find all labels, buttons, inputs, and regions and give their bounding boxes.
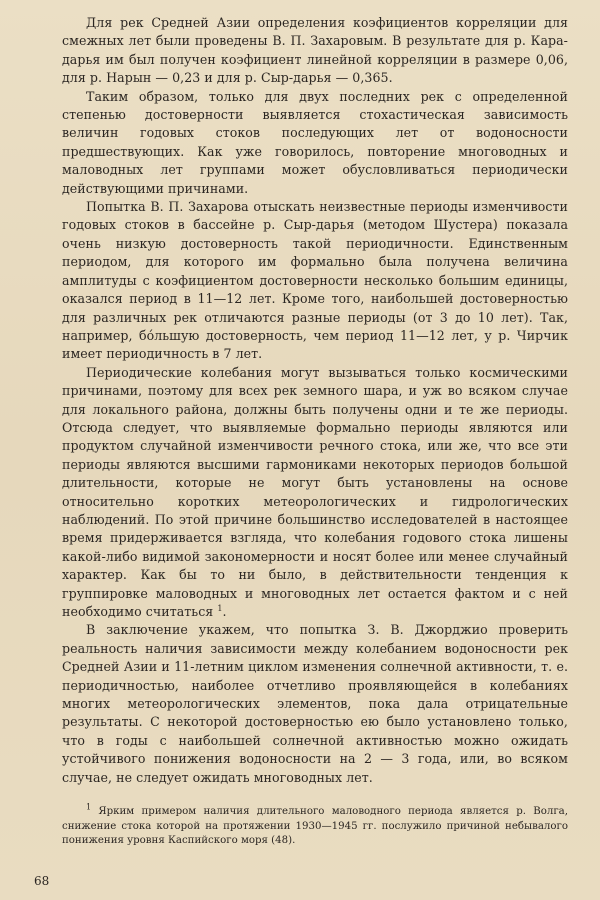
footnote-text: Ярким примером наличия длительного маловодного периода является р. Волга, снижение стока которой на протяжении 1930—1945 гг. послужило причиной небывалого понижения уровня Каспийского моря (48). (62, 806, 568, 847)
page-number: 68 (34, 874, 50, 888)
paragraph-5: В заключение укажем, что попытка З. В. Джорджио проверить реальность наличия зависимости между колебанием водоносности рек Средней Азии и 11-летним циклом изменения солнечной активности, т. е. периодичностью, наиболее отчетливо проявляющейся в колебаниях многих метеорологических элементов, пока дала отрицательные результаты. С некоторой достоверностью ею было установлено только, что в годы с наибольшей солнечной активностью можно ожидать устойчивого понижения водоносности на 2 — 3 года, или, во всяком случае, не следует ожидать многоводных лет. (62, 622, 568, 785)
paragraph-1: Для рек Средней Азии определения коэфициентов корреляции для смежных лет были проведены В. П. Захаровым. В результате для р. Кара-дарья им был получен коэфициент линейной корреляции в размере 0,06, для р. Нарын — 0,23 и для р. Сыр-дарья — 0,365. (62, 15, 568, 86)
paragraph-3: Попытка В. П. Захарова отыскать неизвестные периоды изменчивости годовых стоков в бассейне р. Сыр-дарья (методом Шустера) показала очень низкую достоверность такой периодичности. Единственным периодом, для которого им формально была получена величина амплитуды с коэфициентом достоверности несколько большим единицы, оказался период в 11—12 лет. Кроме того, наибольшей достоверностью для различных рек отличаются разные периоды (от 3 до 10 лет). Так, например, бо́льшую достоверность, чем период 11—12 лет, у р. Чирчик имеет периодичность в 7 лет. (62, 199, 568, 362)
paragraph-2: Таким образом, только для двух последних рек с определенной степенью достоверности выявляется стохастическая зависимость величин годовых стоков последующих лет от водоносности предшествующих. Как уже говорилось, повторение многоводных и маловодных лет группами может обусловливаться периодически действующими причинами. (62, 88, 568, 196)
paragraph-4: Периодические колебания могут вызываться только космическими причинами, поэтому для всех рек земного шара, и уж во всяком случае для локального района, должны быть получены одни и те же периоды. Отсюда следует, что выявляемые формально периоды являются или продуктом случайной изменчивости речного стока, или же, что все эти периоды являются высшими гармониками некоторых периодов большой длительности, которые не могут быть установлены на основе относительно коротких метеорологических и гидрологических наблюдений. По этой причине большинство исследователей в настоящее время придерживается взгляда, что колебания годового стока лишены какой-либо видимой закономерности и носят более или менее случайный характер. Как бы то ни было, в действительности тенденция к группировке маловодных и многоводных лет остается фактом и с ней необходимо считаться $^1$. (62, 364, 568, 619)
footnote-marker: 1 (86, 802, 92, 812)
footnote-reference: 1 (217, 603, 223, 613)
paragraph-4-text: Периодические колебания могут вызываться только космическими причинами, поэтому для всех рек земного шара, и уж во всяком случае для локального района, должны быть получены одни и те же периоды. Отсюда следует, что выявляемые формально периоды являются или продуктом случайной изменчивости речного стока, или же, что все эти периоды являются высшими гармониками некоторых периодов большой длительности, которые не могут быть установлены на основе относительно коротких метеорологических и гидрологических наблюдений. По этой причине большинство исследователей в настоящее время придерживается взгляда, что колебания годового стока лишены какой-либо видимой закономерности и носят более или менее случайный характер. Как бы то ни было, в действительности тенденция к группировке маловодных и многоводных лет остается фактом и с ней необходимо считаться (62, 364, 568, 619)
footnote (62, 802, 568, 849)
